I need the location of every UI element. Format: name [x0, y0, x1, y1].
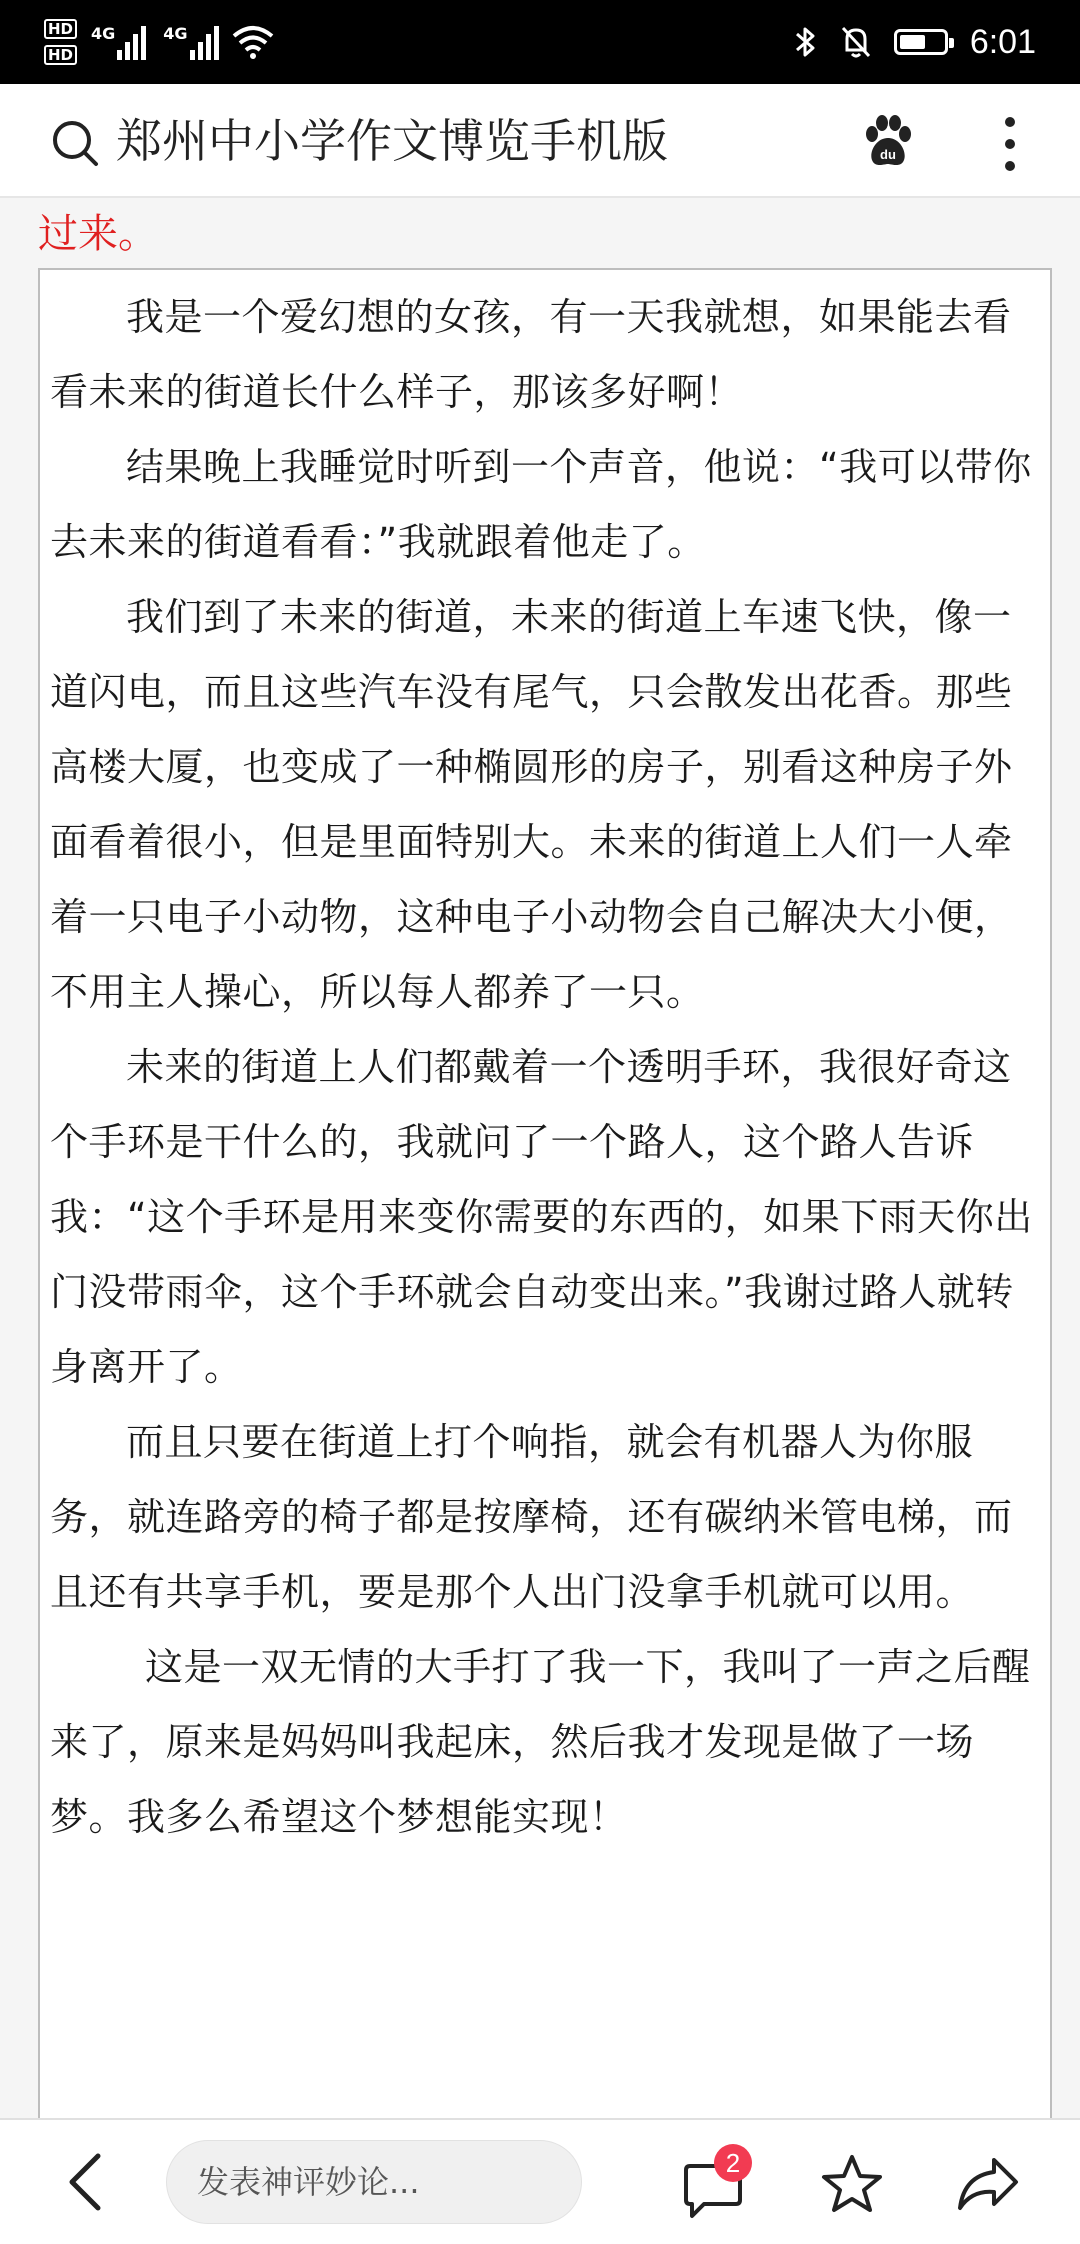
signal-icon-2 [163, 24, 221, 60]
battery-icon [894, 29, 948, 55]
star-icon[interactable] [820, 2152, 884, 2216]
search-icon[interactable] [50, 118, 100, 168]
back-icon[interactable] [58, 2150, 114, 2214]
article-paragraph-2: 结果晚上我睡觉时听到一个声音，他说：“我可以带你去未来的街道看看：”我就跟着他走了。 [50, 445, 1032, 564]
article-paragraph-3: 我们到了未来的街道，未来的街道上车速飞快，像一道闪电，而且这些汽车没有尾气，只会散发出花香。那些高楼大厦，也变成了一种椭圆形的房子，别看这种房子外面看着很小，但是里面特别大。未来的街道上人们一人牵着一只电子小动物，这种电子小动物会自己解决大小便，不用主人操心，所以每人都养了一只。 [50, 595, 1013, 1014]
article-paragraph-1: 我是一个爱幻想的女孩，有一天我就想，如果能去看看未来的街道长什么样子，那该多好啊！ [50, 295, 1012, 414]
share-icon[interactable] [956, 2154, 1020, 2214]
signal-icon-1 [91, 24, 149, 60]
comment-input[interactable]: 发表神评妙论... [166, 2140, 582, 2224]
bottom-toolbar [0, 2118, 1080, 2244]
previous-text-fragment: 过来。 [38, 211, 158, 257]
page-title[interactable]: 郑州中小学作文博览手机版 [116, 114, 668, 168]
status-time: 6:01 [969, 22, 1036, 61]
comment-count-badge: 2 [714, 2144, 752, 2182]
status-bar [0, 0, 1080, 84]
network-label-1: 4G [91, 24, 116, 43]
status-left [44, 14, 274, 70]
comment-button[interactable] [676, 2144, 756, 2224]
hd-indicators [44, 19, 77, 65]
hd-label-2: HD [44, 45, 77, 65]
battery-level [900, 35, 925, 49]
status-right [794, 14, 1036, 70]
article-content [38, 268, 1052, 2128]
network-label-2: 4G [163, 24, 188, 43]
app-header [0, 84, 1080, 198]
bluetooth-icon [794, 24, 818, 60]
svg-text:du: du [880, 147, 896, 162]
article-paragraph-5: 而且只要在街道上打个响指，就会有机器人为你服务，就连路旁的椅子都是按摩椅，还有碳纳米管电梯，而且还有共享手机，要是那个人出门没拿手机就可以用。 [50, 1420, 1013, 1614]
paw-icon[interactable] [860, 114, 916, 170]
article-paragraph-4: 未来的街道上人们都戴着一个透明手环，我很好奇这个手环是干什么的，我就问了一个路人，这个路人告诉我：“这个手环是用来变你需要的东西的，如果下雨天你出门没带雨伞，这个手环就会自动变出来。”我谢过路人就转身离开了。 [50, 1045, 1033, 1389]
wifi-icon [232, 24, 274, 60]
article-paragraph-6: 这是一双无情的大手打了我一下，我叫了一声之后醒来了，原来是妈妈叫我起床，然后我才发现是做了一场梦。我多么希望这个梦想能实现！ [50, 1645, 1031, 1839]
hd-label-1: HD [44, 19, 77, 39]
mute-icon [840, 24, 872, 60]
more-icon[interactable] [990, 114, 1030, 174]
